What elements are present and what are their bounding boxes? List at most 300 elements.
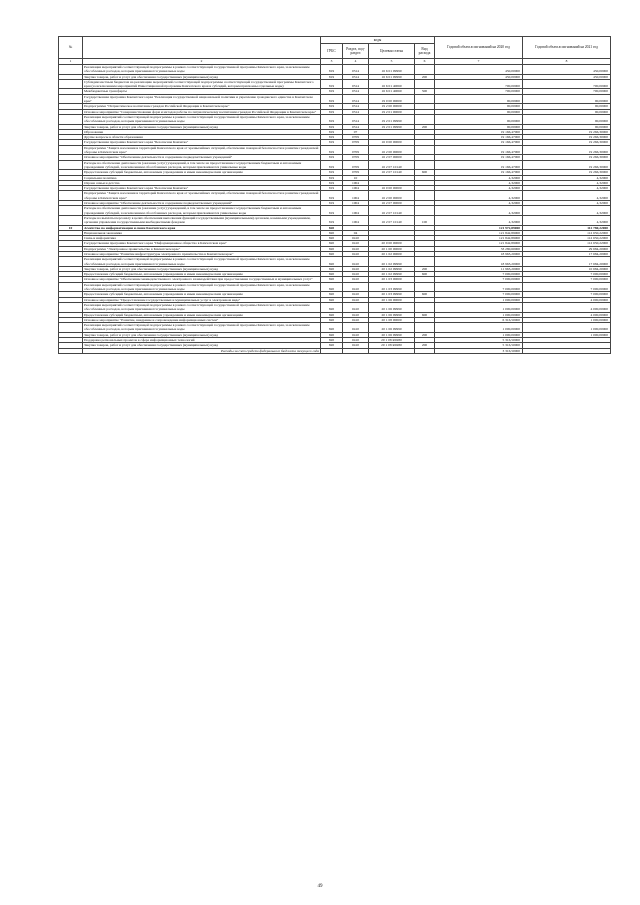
header-description — [83, 37, 321, 59]
column-index: 1 — [59, 59, 83, 65]
row-description: Охрана семьи и детства — [83, 180, 321, 185]
row-target-article: 20 1 03 09990 — [369, 292, 415, 297]
row-expense-type: 200 — [415, 332, 435, 337]
row-amount-2020: 4,32000 — [435, 215, 523, 225]
row-grbs: 819 — [321, 180, 343, 185]
row-expense-type — [415, 114, 435, 124]
row-amount-2020: 450,00000 — [435, 74, 523, 79]
row-expense-type: 500 — [415, 89, 435, 94]
row-amount-2020: 19 166,47000 — [435, 160, 523, 170]
row-description: Расходы на выплаты персоналу в целях обеспечения выполнения функций государственными (муниципальными) органами, казенными учреждениями, органами управления государственными внебюджетными фондами — [83, 215, 321, 225]
row-amount-2021: 7 000,00000 — [523, 292, 611, 297]
row-description: Государственная программа Камчатского края "Безопасная Камчатка" — [83, 140, 321, 145]
row-grbs: 820 — [321, 257, 343, 267]
row-grbs: 820 — [321, 251, 343, 256]
table-row — [59, 114, 611, 124]
row-grbs — [321, 348, 343, 353]
row-amount-2020: 4,32000 — [435, 191, 523, 201]
column-index: 7 — [435, 59, 523, 65]
row-description: Государственная программа Камчатского края "Информационное общество в Камчатском крае" — [83, 241, 321, 246]
row-razdel: 0410 — [343, 246, 369, 251]
row-target-article: 16 2 07 10140 — [369, 206, 415, 216]
table-row — [59, 302, 611, 312]
row-amount-2020: 121 842,89000 — [435, 230, 523, 235]
row-target-article: 16 6 01 09990 — [369, 74, 415, 79]
table-row — [59, 348, 611, 353]
row-amount-2021: 4,32000 — [523, 206, 611, 216]
row-target-article: 20 1 06 09990 — [369, 332, 415, 337]
row-razdel: 0410 — [343, 282, 369, 292]
row-target-article: 16 6 01 09990 — [369, 65, 415, 75]
row-amount-2020: 7 000,00000 — [435, 292, 523, 297]
row-number — [59, 215, 83, 225]
row-amount-2021: 19 266,30000 — [523, 140, 611, 145]
row-grbs: 819 — [321, 175, 343, 180]
row-razdel: 0709 — [343, 170, 369, 175]
row-grbs: 820 — [321, 302, 343, 312]
row-razdel: 0314 — [343, 124, 369, 129]
row-razdel: 0410 — [343, 251, 369, 256]
row-description: Предоставление субсидий бюджетным, автономным учреждениям и иным некоммерческим организациям — [83, 272, 321, 277]
row-description: Закупка товаров, работ и услуг для обеспечения государственных (муниципальных) нужд — [83, 343, 321, 348]
row-description: Государственная программа Камчатского края "Реализация государственной национальной политики и укрепление гражданского единства в Камчатском крае" — [83, 94, 321, 104]
row-amount-2020: 19 166,47000 — [435, 129, 523, 134]
row-target-article: 16 6 01 40060 — [369, 79, 415, 89]
row-amount-2021: 4,32000 — [523, 186, 611, 191]
row-razdel: 0410 — [343, 323, 369, 333]
row-expense-type: 600 — [415, 312, 435, 317]
row-target-article: 20 1 02 00000 — [369, 251, 415, 256]
row-description: Закупка товаров, работ и услуг для обеспечения государственных (муниципальных) нужд — [83, 332, 321, 337]
row-description: Другие вопросы в области образования — [83, 135, 321, 140]
row-description: Межбюджетные трансферты — [83, 89, 321, 94]
row-number — [59, 323, 83, 333]
row-amount-2020: 90,00000 — [435, 114, 523, 124]
row-description: Реализация мероприятий соответствующей подпрограммы в рамках соответствующей государственной программы Камчатского края, за исключением обособленных расходов, которым присваиваются уникальные коды — [83, 114, 321, 124]
row-target-article: 20 1 00 00000 — [369, 246, 415, 251]
row-razdel: 0410 — [343, 241, 369, 246]
row-number — [59, 65, 83, 75]
row-expense-type — [415, 160, 435, 170]
row-amount-2020: 90,00000 — [435, 109, 523, 114]
row-amount-2020: 11 963,20000 — [435, 266, 523, 271]
row-amount-2021: 7 000,00000 — [523, 277, 611, 282]
row-description: Расходы на обеспечение деятельности (оказание услуг) учреждений, в том числе на предоставление государственным бюджетным и автономным учреждениям субсидий, за исключением обособленных расходов, которым присваиваются уникальные коды — [83, 206, 321, 216]
row-description: Основное мероприятие "Обеспечение межведомственного электронного взаимодействия при предоставлении государственных и муниципальных услуг" — [83, 277, 321, 282]
row-grbs: 819 — [321, 140, 343, 145]
row-expense-type — [415, 257, 435, 267]
row-amount-2021: 1 000,00000 — [523, 323, 611, 333]
row-target-article: 19 2 01 00000 — [369, 109, 415, 114]
row-grbs: 820 — [321, 230, 343, 235]
row-amount-2020: 121 842,89000 — [435, 236, 523, 241]
header-number: № — [59, 37, 83, 59]
row-razdel: 0410 — [343, 257, 369, 267]
row-grbs: 820 — [321, 297, 343, 302]
row-razdel: 1004 — [343, 215, 369, 225]
row-grbs: 820 — [321, 343, 343, 348]
row-description: Предоставление субсидий бюджетным, автономным учреждениям и иным некоммерческим организациям — [83, 292, 321, 297]
row-razdel: 0709 — [343, 145, 369, 155]
row-description: Поддержка региональных проектов в сфере информационных технологий — [83, 338, 321, 343]
row-razdel: 0410 — [343, 332, 369, 337]
row-amount-2021: 19 266,30000 — [523, 129, 611, 134]
row-target-article: 20 1 06 09990 — [369, 323, 415, 333]
column-index: 2 — [83, 59, 321, 65]
row-expense-type — [415, 323, 435, 333]
row-grbs: 819 — [321, 109, 343, 114]
row-expense-type: 600 — [415, 292, 435, 297]
row-grbs: 819 — [321, 104, 343, 109]
row-razdel: 1004 — [343, 186, 369, 191]
row-number — [59, 145, 83, 155]
row-number — [59, 94, 83, 104]
row-description: Расходы за счет средств федерального бюджета текущего года — [83, 348, 321, 353]
row-grbs: 820 — [321, 241, 343, 246]
row-number: 10 — [59, 225, 83, 230]
row-amount-2021 — [523, 348, 611, 353]
row-target-article: 20 0 00 00000 — [369, 241, 415, 246]
table-row — [59, 323, 611, 333]
row-amount-2020: 19 166,47000 — [435, 170, 523, 175]
column-index: 8 — [523, 59, 611, 65]
row-razdel: 0410 — [343, 277, 369, 282]
row-amount-2020: 7 000,00000 — [435, 277, 523, 282]
row-expense-type: 200 — [415, 343, 435, 348]
budget-table-body — [59, 65, 611, 354]
row-expense-type: 100 — [415, 215, 435, 225]
row-amount-2020: 700,00000 — [435, 89, 523, 94]
column-index: 6 — [415, 59, 435, 65]
table-row — [59, 79, 611, 89]
row-target-article: 19 0 00 00000 — [369, 94, 415, 104]
row-description: Реализация мероприятий соответствующей подпрограммы в рамках соответствующей государственной программы Камчатского края, за исключением обособленных расходов, которым присваиваются уникальные коды — [83, 302, 321, 312]
row-grbs: 819 — [321, 114, 343, 124]
row-amount-2020: 1 000,00000 — [435, 323, 523, 333]
row-amount-2020: 18 963,20000 — [435, 257, 523, 267]
row-description: Образование — [83, 129, 321, 134]
row-amount-2021: 112 650,22000 — [523, 241, 611, 246]
row-amount-2021: 19 266,30000 — [523, 135, 611, 140]
row-amount-2021: 112 780,22000 — [523, 225, 611, 230]
row-target-article: 20 1 08 00000 — [369, 317, 415, 322]
table-row — [59, 257, 611, 267]
row-grbs: 820 — [321, 323, 343, 333]
budget-table — [58, 36, 611, 354]
row-amount-2021: 700,00000 — [523, 79, 611, 89]
row-amount-2020: 7 000,00000 — [435, 272, 523, 277]
row-description: Основное мероприятие "Развитие инфраструктуры электронного правительства в Камчатском крае" — [83, 251, 321, 256]
row-target-article: 16 6 01 40060 — [369, 89, 415, 94]
row-amount-2021: 7 000,00000 — [523, 272, 611, 277]
row-amount-2021: 1 000,00000 — [523, 332, 611, 337]
row-grbs: 819 — [321, 186, 343, 191]
row-grbs: 819 — [321, 160, 343, 170]
row-description: Связь и информатика — [83, 236, 321, 241]
row-amount-2020: 5 316,50000 — [435, 338, 523, 343]
row-target-article: 16 2 07 00000 — [369, 201, 415, 206]
row-amount-2020: 1 000,00000 — [435, 332, 523, 337]
row-grbs: 819 — [321, 135, 343, 140]
row-target-article: 16 2 00 00000 — [369, 191, 415, 201]
row-target-article: 20 1 03 09990 — [369, 282, 415, 292]
row-amount-2020: 1 000,00000 — [435, 302, 523, 312]
row-amount-2020: 1 000,00000 — [435, 297, 523, 302]
row-number — [59, 206, 83, 216]
row-target-article: 19 2 01 09990 — [369, 124, 415, 129]
row-description: Реализация мероприятий соответствующей подпрограммы в рамках соответствующей государственной программы Камчатского края, за исключением обособленных расходов, которым присваиваются уникальные коды — [83, 257, 321, 267]
table-row — [59, 206, 611, 216]
row-razdel: 10 — [343, 175, 369, 180]
row-amount-2020: 19 166,47000 — [435, 135, 523, 140]
row-amount-2021: 4 000,00000 — [523, 312, 611, 317]
row-target-article: 16 0 00 00000 — [369, 186, 415, 191]
row-grbs: 819 — [321, 191, 343, 201]
row-expense-type — [415, 79, 435, 89]
row-grbs: 819 — [321, 215, 343, 225]
row-amount-2021: 4 000,00000 — [523, 297, 611, 302]
row-razdel: 0410 — [343, 266, 369, 271]
row-grbs: 820 — [321, 225, 343, 230]
row-amount-2021: 7 000,00000 — [523, 282, 611, 292]
row-expense-type: 200 — [415, 74, 435, 79]
row-grbs: 819 — [321, 129, 343, 134]
row-target-article — [369, 348, 415, 353]
row-target-article: 19 2 01 09990 — [369, 114, 415, 124]
row-description: Основное мероприятие "Предоставление государственных и муниципальных услуг в электронном виде" — [83, 297, 321, 302]
row-expense-type — [415, 282, 435, 292]
row-target-article: 20 1 06 00000 — [369, 297, 415, 302]
row-razdel: 0314 — [343, 109, 369, 114]
row-grbs: 819 — [321, 74, 343, 79]
header-amount-2021: Годовой объем ассигнований на 2021 год — [523, 37, 611, 59]
row-grbs: 820 — [321, 317, 343, 322]
row-amount-2020: 4,32000 — [435, 175, 523, 180]
row-target-article: 16 2 00 00000 — [369, 145, 415, 155]
table-row — [59, 94, 611, 104]
row-number — [59, 282, 83, 292]
row-description: Основное мероприятие "Совершенствование форм и методов работы по патриотическому воспитанию граждан Российской Федерации в Камчатском крае" — [83, 109, 321, 114]
row-description: Национальная экономика — [83, 230, 321, 235]
row-razdel: 0314 — [343, 89, 369, 94]
row-description: Государственная программа Камчатского края "Безопасная Камчатка" — [83, 186, 321, 191]
row-amount-2020: 121 972,89000 — [435, 225, 523, 230]
row-target-article: 20 1 02 09990 — [369, 257, 415, 267]
row-amount-2020: 18 963,20000 — [435, 251, 523, 256]
row-expense-type: 600 — [415, 170, 435, 175]
row-grbs: 820 — [321, 282, 343, 292]
row-target-article: 16 2 07 10140 — [369, 215, 415, 225]
row-razdel: 0709 — [343, 155, 369, 160]
row-description: Расходы на обеспечение деятельности (оказание услуг) учреждений, в том числе на предоставление государственным бюджетным и автономным учреждениям субсидий, за исключением обособленных расходов, которым присваиваются уникальные коды — [83, 160, 321, 170]
table-row — [59, 282, 611, 292]
row-razdel: 0314 — [343, 114, 369, 124]
row-amount-2020: 4,32000 — [435, 206, 523, 216]
row-amount-2021: 450,00000 — [523, 74, 611, 79]
header-amount-2020: Годовой объем ассигнований на 2020 год — [435, 37, 523, 59]
row-amount-2021: 4,32000 — [523, 201, 611, 206]
header-vr: Вид расхода — [415, 44, 435, 59]
row-target-article: 19 2 00 00000 — [369, 104, 415, 109]
row-razdel: 0410 — [343, 272, 369, 277]
row-expense-type: 200 — [415, 124, 435, 129]
row-razdel: 0709 — [343, 140, 369, 145]
row-grbs: 820 — [321, 246, 343, 251]
row-grbs: 820 — [321, 272, 343, 277]
row-expense-type — [415, 302, 435, 312]
row-target-article: 20 1 02 09990 — [369, 266, 415, 271]
row-grbs: 819 — [321, 94, 343, 104]
header-grbs: ГРБС — [321, 44, 343, 59]
row-razdel: 0410 — [343, 236, 369, 241]
row-target-article: 16 2 07 10140 — [369, 170, 415, 175]
row-razdel: 0410 — [343, 338, 369, 343]
row-amount-2020: 33 280,60000 — [435, 246, 523, 251]
row-razdel: 0410 — [343, 312, 369, 317]
row-amount-2020: 19 166,47000 — [435, 140, 523, 145]
row-razdel: 0410 — [343, 302, 369, 312]
row-amount-2021: 19 266,30000 — [523, 155, 611, 160]
row-expense-type — [415, 94, 435, 104]
table-row — [59, 160, 611, 170]
row-target-article: 20 1 02 09990 — [369, 272, 415, 277]
row-amount-2020: 4,32000 — [435, 201, 523, 206]
row-amount-2021: 90,00000 — [523, 124, 611, 129]
row-grbs: 819 — [321, 170, 343, 175]
row-razdel: 0314 — [343, 94, 369, 104]
row-number — [59, 191, 83, 201]
row-grbs: 819 — [321, 201, 343, 206]
row-amount-2021: 450,00000 — [523, 65, 611, 75]
header-csr: Целевая статья — [369, 44, 415, 59]
row-number — [59, 79, 83, 89]
row-amount-2020: 4,32000 — [435, 186, 523, 191]
row-target-article: 20 1 06 09990 — [369, 312, 415, 317]
row-description: Предоставление субсидий бюджетным, автономным учреждениям и иным некоммерческим организациям — [83, 170, 321, 175]
row-description: Подпрограмма "Электронное правительство в Камчатском крае" — [83, 246, 321, 251]
row-grbs: 820 — [321, 338, 343, 343]
row-amount-2021: 17 684,20000 — [523, 257, 611, 267]
row-amount-2020: 19 166,47000 — [435, 155, 523, 160]
table-header-row — [59, 37, 611, 44]
row-razdel: 1004 — [343, 201, 369, 206]
row-amount-2020: 90,00000 — [435, 124, 523, 129]
row-razdel: 1004 — [343, 206, 369, 216]
row-amount-2020: 90,00000 — [435, 94, 523, 104]
row-razdel: 0314 — [343, 74, 369, 79]
row-amount-2021: 4,32000 — [523, 191, 611, 201]
row-amount-2021: 112 650,22000 — [523, 230, 611, 235]
row-number — [59, 257, 83, 267]
row-amount-2021: 10 684,20000 — [523, 266, 611, 271]
column-index: 4 — [343, 59, 369, 65]
row-amount-2021: 29 684,20000 — [523, 246, 611, 251]
table-row — [59, 215, 611, 225]
row-razdel: 04 — [343, 230, 369, 235]
row-grbs: 820 — [321, 277, 343, 282]
row-amount-2021: 90,00000 — [523, 109, 611, 114]
row-amount-2021: 112 650,22000 — [523, 236, 611, 241]
row-amount-2020: 450,00000 — [435, 65, 523, 75]
row-grbs: 820 — [321, 236, 343, 241]
row-razdel: 0410 — [343, 297, 369, 302]
row-target-article: 16 0 00 00000 — [369, 140, 415, 145]
row-description: Агентство по информатизации и связи Камчатского края — [83, 225, 321, 230]
row-razdel: 1004 — [343, 180, 369, 185]
row-grbs: 819 — [321, 155, 343, 160]
row-description: Реализация мероприятий соответствующей подпрограммы в рамках соответствующей государственной программы Камчатского края, за исключением обособленных расходов, которым присваиваются уникальные коды — [83, 282, 321, 292]
row-amount-2021: 90,00000 — [523, 94, 611, 104]
row-description: Основное мероприятие "Обеспечение деятельности и содержание подведомственных учреждений" — [83, 201, 321, 206]
row-amount-2020: 3 316,50000 — [435, 348, 523, 353]
row-grbs: 819 — [321, 89, 343, 94]
row-description: Предоставление субсидий бюджетным, автономным учреждениям и иным некоммерческим организациям — [83, 312, 321, 317]
table-row — [59, 145, 611, 155]
row-razdel: 0410 — [343, 292, 369, 297]
row-amount-2020: 4,32000 — [435, 180, 523, 185]
row-description: Закупка товаров, работ и услуг для обеспечения государственных (муниципальных) нужд — [83, 74, 321, 79]
row-expense-type: 600 — [415, 272, 435, 277]
row-amount-2021: 4,32000 — [523, 175, 611, 180]
row-target-article: 20 1 06 09990 — [369, 302, 415, 312]
row-target-article: 20 1 08 R0280 — [369, 338, 415, 343]
row-amount-2020: 6 316,50000 — [435, 317, 523, 322]
row-razdel: 0709 — [343, 160, 369, 170]
row-amount-2021: 4,32000 — [523, 180, 611, 185]
page-number: 49 — [317, 884, 323, 889]
row-expense-type — [415, 191, 435, 201]
row-target-article: 20 1 08 R0280 — [369, 343, 415, 348]
row-number — [59, 160, 83, 170]
row-razdel: 07 — [343, 129, 369, 134]
row-target-article: 16 2 07 10140 — [369, 160, 415, 170]
row-number — [59, 348, 83, 353]
row-razdel: 1004 — [343, 191, 369, 201]
row-amount-2020: 1 000,00000 — [435, 312, 523, 317]
row-description: Подпрограмма "Защита населения и территорий Камчатского края от чрезвычайных ситуаций, обеспечение пожарной безопасности и развитие гражданской обороны в Камчатском крае" — [83, 145, 321, 155]
row-razdel: 0314 — [343, 79, 369, 89]
row-grbs: 819 — [321, 124, 343, 129]
header-codes-group: коды — [321, 37, 435, 44]
row-razdel: 0410 — [343, 317, 369, 322]
row-grbs: 819 — [321, 206, 343, 216]
row-razdel — [343, 348, 369, 353]
row-description: Основное мероприятие "Обеспечение деятельности и содержание подведомственных учреждений" — [83, 155, 321, 160]
row-grbs: 820 — [321, 266, 343, 271]
row-description: Субсидии местным бюджетам на реализацию мероприятий соответствующей подпрограммы соответствующей государственной программы Камчатского края (за исключением мероприятий Инвестиционной программы Камчатского края и субсидий, которым присвоены отдельные коды) — [83, 79, 321, 89]
row-grbs: 819 — [321, 79, 343, 89]
row-description: Реализация мероприятий соответствующей подпрограммы в рамках соответствующей государственной программы Камчатского края, за исключением обособленных расходов, которым присваиваются уникальные коды — [83, 65, 321, 75]
row-razdel: 0709 — [343, 135, 369, 140]
row-description: Подпрограмма "Патриотическое воспитание граждан Российской Федерации в Камчатском крае" — [83, 104, 321, 109]
row-number — [59, 302, 83, 312]
row-amount-2021: 19 266,30000 — [523, 145, 611, 155]
row-amount-2020: 121 842,89000 — [435, 241, 523, 246]
row-expense-type — [415, 206, 435, 216]
row-amount-2021: 17 684,20000 — [523, 251, 611, 256]
row-amount-2021: 1 000,00000 — [523, 317, 611, 322]
header-razdel: Раздел, под-раздел — [343, 44, 369, 59]
row-description: Закупка товаров, работ и услуг для обеспечения государственных (муниципальных) нужд — [83, 266, 321, 271]
row-expense-type — [415, 348, 435, 353]
row-amount-2020: 700,00000 — [435, 79, 523, 89]
row-description: Подпрограмма "Защита населения и территорий Камчатского края от чрезвычайных ситуаций, обеспечение пожарной безопасности и развитие гражданской обороны в Камчатском крае" — [83, 191, 321, 201]
row-amount-2021: 4 000,00000 — [523, 302, 611, 312]
table-row — [59, 65, 611, 75]
row-amount-2020: 5 316,50000 — [435, 343, 523, 348]
row-razdel: 0314 — [343, 104, 369, 109]
row-amount-2020: 90,00000 — [435, 104, 523, 109]
